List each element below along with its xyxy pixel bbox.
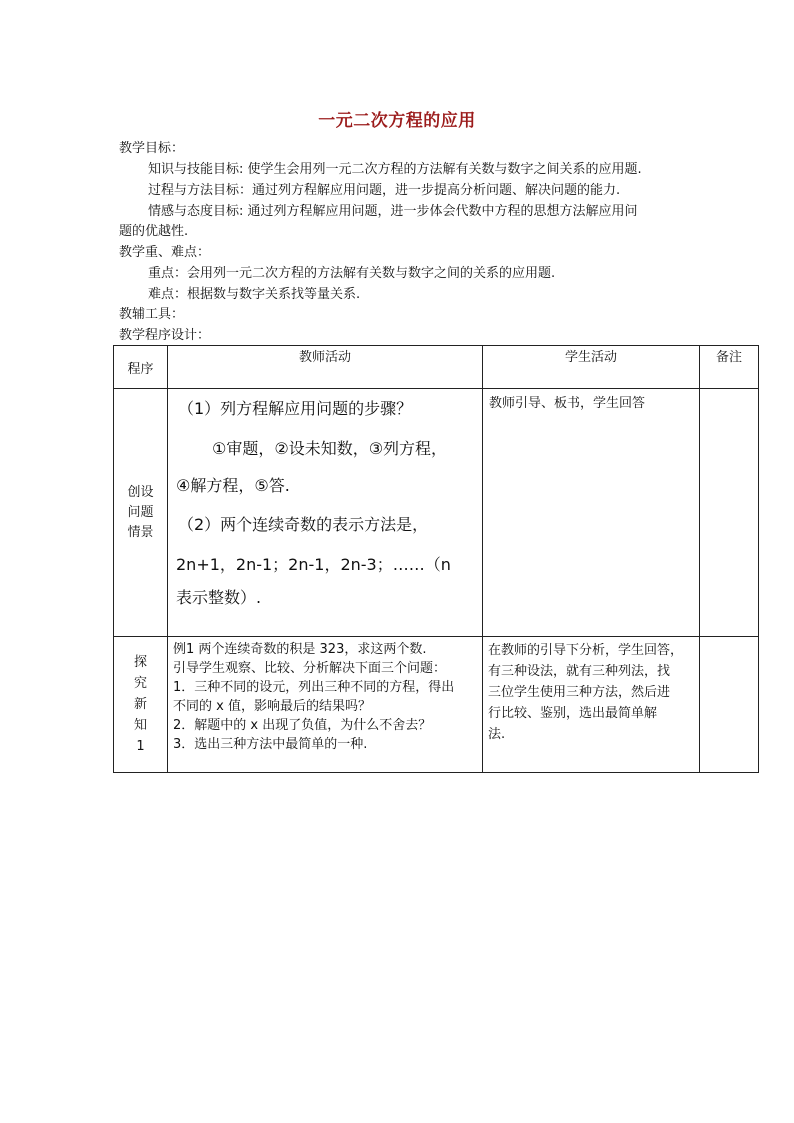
focus-hard: 难点：根据数与数字关系找等量关系. bbox=[148, 287, 361, 302]
header-notes: 备注 bbox=[700, 346, 759, 389]
teacher-line: 1．三种不同的设元，列出三种不同的方程，得出 bbox=[173, 680, 455, 695]
table-header-row bbox=[114, 346, 759, 389]
student-line: 在教师的引导下分析，学生回答， bbox=[488, 643, 684, 658]
stage-label: 探 bbox=[133, 655, 147, 670]
stage-label: 问题 bbox=[127, 504, 154, 520]
teacher-line: 引导学生观察、比较、分析解决下面三个问题： bbox=[173, 661, 447, 676]
stage-label: 新 bbox=[133, 697, 147, 712]
goal-knowledge: 知识与技能目标: 使学生会用列一元二次方程的方法解有关数与数字之间关系的应用题. bbox=[148, 162, 642, 177]
stage-label: 究 bbox=[133, 676, 147, 691]
student-line: 三位学生使用三种方法，然后进 bbox=[488, 685, 671, 700]
tools-heading: 教辅工具： bbox=[119, 307, 185, 322]
teacher-line: 例1 两个连续奇数的积是 323，求这两个数. bbox=[173, 642, 427, 657]
student-activity-cell: 教师引导、板书，学生回答 bbox=[483, 389, 700, 637]
teacher-line: 2n+1，2n-1；2n-1，2n-3；……（n bbox=[176, 555, 451, 574]
goal-process: 过程与方法目标：通过列方程解应用问题，进一步提高分析问题、解决问题的能力. bbox=[148, 183, 621, 198]
teacher-line: ④解方程，⑤答. bbox=[176, 476, 290, 495]
teacher-line: 不同的 x 值，影响最后的结果吗？ bbox=[173, 699, 371, 714]
teacher-line: 2．解题中的 x 出现了负值，为什么不舍去？ bbox=[173, 718, 432, 733]
design-heading: 教学程序设计： bbox=[119, 328, 211, 343]
stage-label: 1 bbox=[136, 739, 145, 754]
focus-key: 重点：会用列一元二次方程的方法解有关数与数字之间的关系的应用题. bbox=[148, 266, 556, 281]
stage-cell-create-scenario bbox=[114, 389, 168, 637]
student-line: 有三种设法，就有三种列法，找 bbox=[488, 664, 671, 679]
teacher-activity-cell bbox=[168, 389, 483, 637]
teacher-line: （1）列方程解应用问题的步骤？ bbox=[178, 399, 413, 418]
header-student-activity: 学生活动 bbox=[483, 346, 700, 389]
goal-emotion-line-1: 情感与态度目标: 通过列方程解应用问题，进一步体会代数中方程的思想方法解应用问 bbox=[148, 204, 638, 219]
student-line: 行比较、鉴别，选出最简单解 bbox=[488, 706, 658, 721]
student-line: 法. bbox=[488, 727, 506, 742]
lesson-plan-table bbox=[113, 345, 759, 773]
teacher-line: 3．选出三种方法中最简单的一种. bbox=[173, 737, 368, 752]
stage-cell-explore-new bbox=[114, 637, 168, 773]
goal-emotion-line-2: 题的优越性. bbox=[119, 224, 189, 239]
page-title: 一元二次方程的应用 bbox=[318, 111, 476, 131]
stage-label: 情景 bbox=[127, 524, 154, 540]
header-teacher-activity: 教师活动 bbox=[168, 346, 483, 389]
teacher-activity-cell bbox=[168, 637, 483, 773]
teacher-line: （2）两个连续奇数的表示方法是， bbox=[178, 515, 429, 534]
table-row bbox=[114, 637, 759, 773]
teacher-line: 表示整数）. bbox=[176, 588, 262, 607]
focus-heading: 教学重、难点： bbox=[119, 245, 211, 260]
goals-heading: 教学目标： bbox=[119, 141, 185, 156]
table-row bbox=[114, 389, 759, 637]
student-activity-cell bbox=[483, 637, 700, 773]
stage-label: 知 bbox=[133, 718, 147, 733]
teacher-line: ①审题，②设未知数，③列方程， bbox=[212, 439, 448, 458]
notes-cell bbox=[700, 389, 759, 637]
notes-cell bbox=[700, 637, 759, 773]
stage-label: 创设 bbox=[127, 484, 154, 500]
header-program: 程序 bbox=[114, 346, 168, 389]
